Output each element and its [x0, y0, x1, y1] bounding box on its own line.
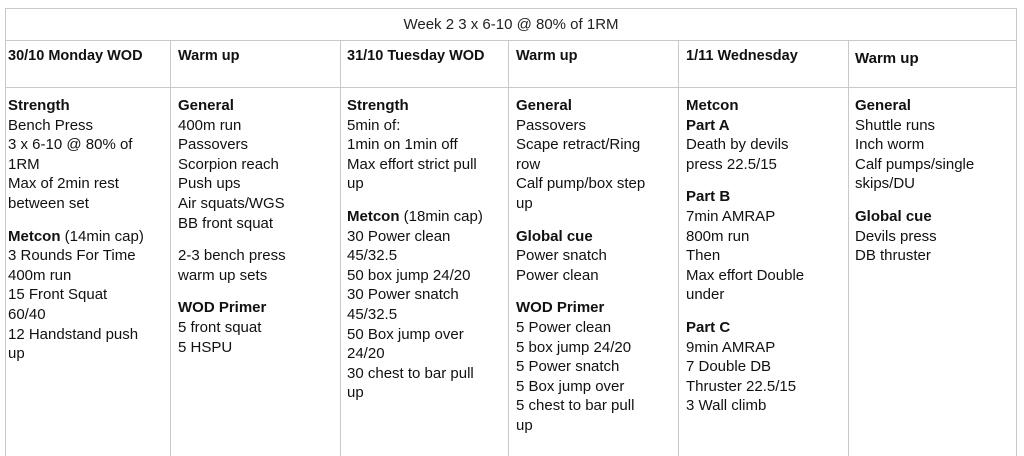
section-title: Metcon	[8, 227, 61, 245]
cell-line: Scorpion reach	[178, 155, 279, 173]
section-title: General	[855, 97, 911, 114]
section-title: General	[178, 97, 234, 114]
cell-line: warm up sets	[178, 266, 268, 284]
section-title: WOD Primer	[516, 299, 605, 317]
section-title: WOD Primer	[178, 299, 267, 317]
cell-line: Then	[686, 247, 721, 265]
table-title: Week 2 3 x 6-10 @ 80% of 1RM	[403, 15, 619, 33]
part-title: Part B	[686, 188, 731, 206]
row-divider	[5, 40, 1017, 41]
tuesday-wod-cell	[347, 96, 499, 403]
cell-line: Calf pump/box step	[516, 175, 646, 193]
tuesday-warmup-cell	[516, 96, 668, 436]
monday-wod-cell	[8, 96, 160, 364]
column-divider	[678, 40, 679, 456]
cell-line: Devils press	[855, 227, 937, 245]
cell-line: 800m run	[686, 227, 750, 245]
cell-line: row	[516, 155, 541, 173]
section-title: Metcon	[686, 97, 739, 114]
cell-line: 5 Power clean	[516, 318, 612, 336]
section-title-line	[347, 207, 499, 227]
section-title: Strength	[8, 97, 70, 114]
header-warmup-wednesday: Warm up	[855, 50, 919, 67]
cell-line: 7min AMRAP	[686, 207, 776, 225]
cell-line: Death by devils	[686, 136, 789, 154]
header-warmup-tuesday: Warm up	[516, 48, 578, 64]
column-divider	[170, 40, 171, 456]
cell-line: 45/32.5	[347, 305, 398, 323]
section-title: Global cue	[855, 207, 932, 225]
cell-line: 30 chest to bar pull	[347, 364, 474, 382]
header-monday: 30/10 Monday WOD	[8, 48, 143, 64]
cell-line: 1RM	[8, 155, 40, 173]
section-title: General	[516, 97, 572, 114]
cell-line: Air squats/WGS	[178, 194, 285, 212]
cell-line: BB front squat	[178, 214, 274, 232]
cell-line: up	[8, 345, 25, 363]
cell-line: under	[686, 286, 725, 304]
wednesday-warmup-cell	[855, 96, 1007, 266]
cell-line: 5min of:	[347, 116, 401, 134]
column-divider	[508, 40, 509, 456]
cell-line: press 22.5/15	[686, 155, 777, 173]
cell-line: 5 front squat	[178, 318, 262, 336]
cell-line: Shuttle runs	[855, 116, 936, 134]
header-tuesday: 31/10 Tuesday WOD	[347, 48, 485, 64]
cell-line: Passovers	[178, 136, 249, 154]
cell-line: 400m run	[8, 266, 72, 284]
cell-line: 5 chest to bar pull	[516, 397, 635, 415]
cell-line: between set	[8, 194, 89, 212]
cell-line: 5 HSPU	[178, 338, 233, 356]
cell-line: 5 box jump 24/20	[516, 338, 632, 356]
cell-line: 30 Power snatch	[347, 286, 459, 304]
cell-line: up	[347, 384, 364, 402]
cell-line: 7 Double DB	[686, 358, 772, 376]
cell-line: Power clean	[516, 266, 599, 284]
cell-line: 15 Front Squat	[8, 286, 108, 304]
row-divider	[5, 87, 1017, 88]
section-title: Strength	[347, 97, 409, 114]
section-title: Metcon	[347, 207, 400, 225]
cell-line: 3 Rounds For Time	[8, 247, 136, 265]
cell-line: Calf pumps/single	[855, 155, 975, 173]
cell-line: 30 Power clean	[347, 227, 451, 245]
section-title: Global cue	[516, 227, 593, 245]
cell-line: 400m run	[178, 116, 242, 134]
cell-line: 24/20	[347, 345, 385, 363]
cell-line: Push ups	[178, 175, 241, 193]
cell-line: 1min on 1min off	[347, 136, 458, 154]
cell-line: 3 Wall climb	[686, 397, 767, 415]
cell-line: Bench Press	[8, 116, 94, 134]
cell-line: 2-3 bench press	[178, 247, 286, 265]
cell-line: up	[516, 416, 533, 434]
cell-line: 50 box jump 24/20	[347, 266, 471, 284]
cell-line: up	[347, 175, 364, 193]
header-wednesday: 1/11 Wednesday	[686, 48, 798, 64]
cell-line: 5 Power snatch	[516, 358, 620, 376]
cell-line: Max effort strict pull	[347, 155, 477, 173]
cell-line: skips/DU	[855, 175, 916, 193]
cell-line: 5 Box jump over	[516, 377, 625, 395]
cell-line: Passovers	[516, 116, 587, 134]
cell-line: up	[516, 194, 533, 212]
section-note: (18min cap)	[399, 207, 483, 225]
cell-line: Scape retract/Ring	[516, 136, 641, 154]
header-warmup-monday: Warm up	[178, 48, 240, 64]
cell-line: DB thruster	[855, 247, 931, 265]
cell-line: Thruster 22.5/15	[686, 377, 797, 395]
cell-line: Max effort Double	[686, 266, 805, 284]
workout-table	[5, 8, 1017, 456]
cell-line: 9min AMRAP	[686, 338, 776, 356]
cell-line: 12 Handstand push	[8, 325, 139, 343]
part-title: Part A	[686, 116, 730, 134]
cell-line: 45/32.5	[347, 247, 398, 265]
part-title: Part C	[686, 318, 731, 336]
column-divider	[340, 40, 341, 456]
cell-line: 3 x 6-10 @ 80% of	[8, 136, 133, 154]
cell-line: Max of 2min rest	[8, 175, 119, 193]
cell-line: Power snatch	[516, 247, 607, 265]
section-note: (14min cap)	[60, 227, 144, 245]
cell-line: Inch worm	[855, 136, 925, 154]
wednesday-wod-cell	[686, 96, 838, 416]
section-title-line	[8, 227, 160, 247]
cell-line: 50 Box jump over	[347, 325, 464, 343]
monday-warmup-cell	[178, 96, 330, 357]
column-divider	[848, 40, 849, 456]
cell-line: 60/40	[8, 305, 46, 323]
